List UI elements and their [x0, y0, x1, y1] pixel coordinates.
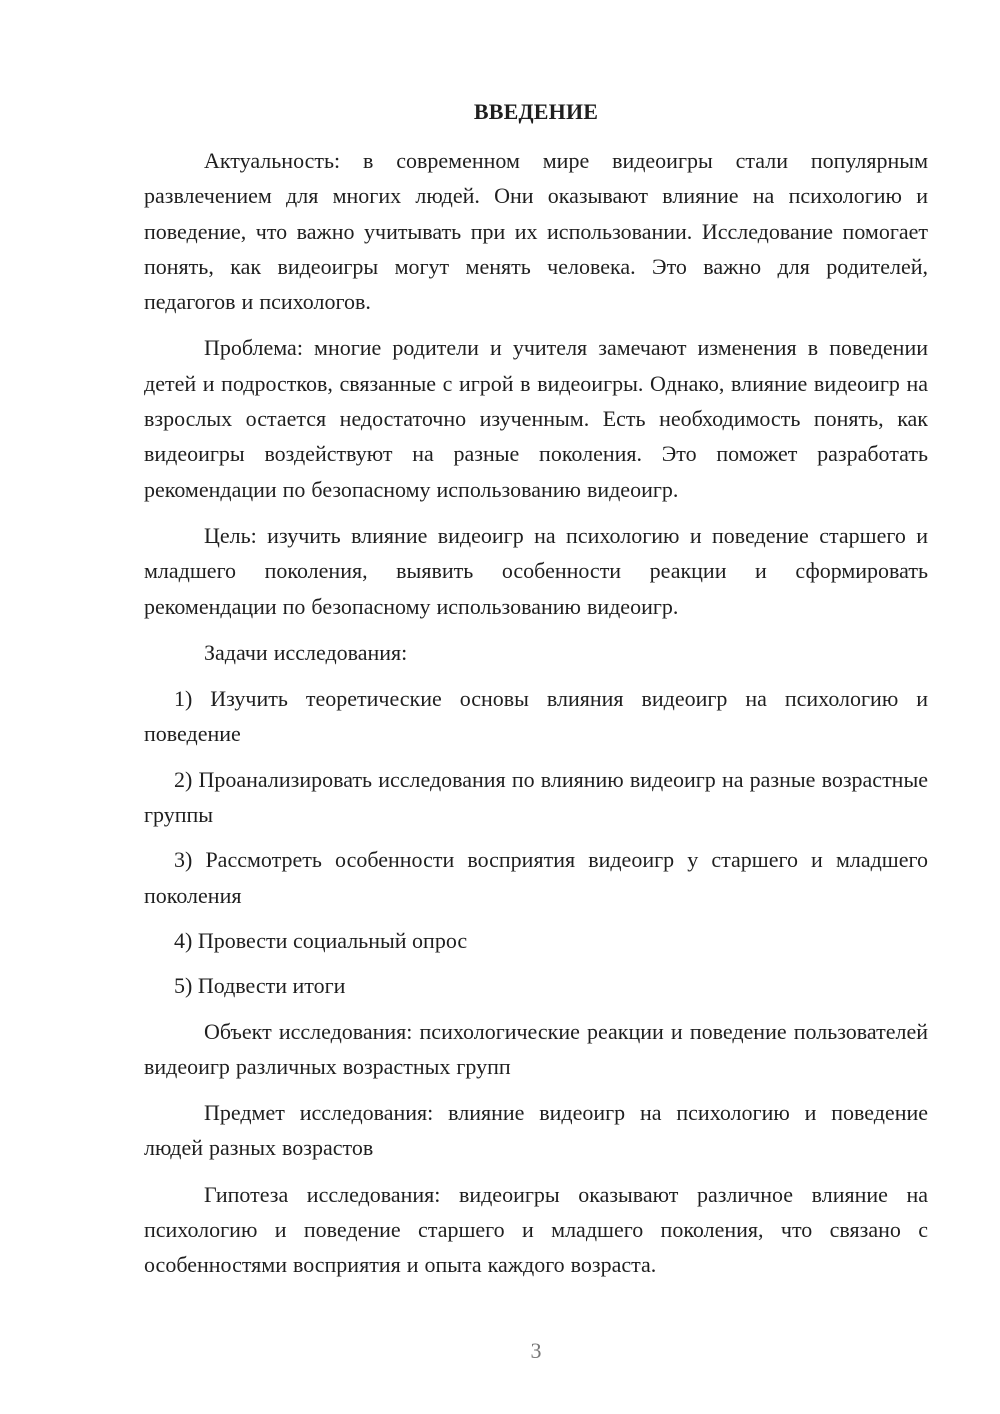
goal-paragraph: Цель: изучить влияние видеоигр на психологию и поведение старшего и младшего поколения, выявить особенности реакции и сформировать рекомендации по безопасному использованию видеоигр.: [144, 522, 928, 619]
problem-paragraph: Проблема: многие родители и учителя замечают изменения в поведении детей и подростков, связанные с игрой в видеоигры. Однако, влияние видеоигр на взрослых остается недостаточно изученным. Есть необходимость понять, как видеоигры воздействуют на разные поколения. Это поможет разработать рекомендации по безопасному использованию видеоигр.: [144, 335, 928, 502]
list-item: 4) Провести социальный опрос: [174, 927, 468, 953]
page-number: 3: [530, 1338, 542, 1363]
page-title: ВВЕДЕНИЕ: [473, 99, 599, 124]
hypothesis-paragraph: Гипотеза исследования: видеоигры оказывают различное влияние на психологию и поведение старшего и младшего поколения, что связано с особенностями восприятия и опыта каждого возраста.: [144, 1181, 928, 1278]
list-item: 5) Подвести итоги: [174, 973, 346, 999]
relevance-paragraph: Актуальность: в современном мире видеоигры стали популярным развлечением для многих людей. Они оказывают влияние на психологию и поведение, что важно учитывать при их использовании. Исследование помогает понять, как видеоигры могут менять человека. Это важно для родителей, педагогов и психологов.: [144, 148, 928, 315]
tasks-title: Задачи исследования:: [204, 639, 408, 665]
document-body: [144, 143, 928, 1283]
object-paragraph: Объект исследования: психологические реакции и поведение пользователей видеоигр различных возрастных групп: [144, 1018, 928, 1079]
list-item: 2) Проанализировать исследования по влиянию видеоигр на разные возрастные группы: [144, 766, 928, 828]
list-item: 3) Рассмотреть особенности восприятия видеоигр у старшего и младшего поколения: [144, 847, 928, 908]
subject-paragraph: Предмет исследования: влияние видеоигр на психологию и поведение людей разных возрастов: [144, 1100, 928, 1161]
list-item: 1) Изучить теоретические основы влияния видеоигр на психологию и поведение: [144, 686, 928, 747]
